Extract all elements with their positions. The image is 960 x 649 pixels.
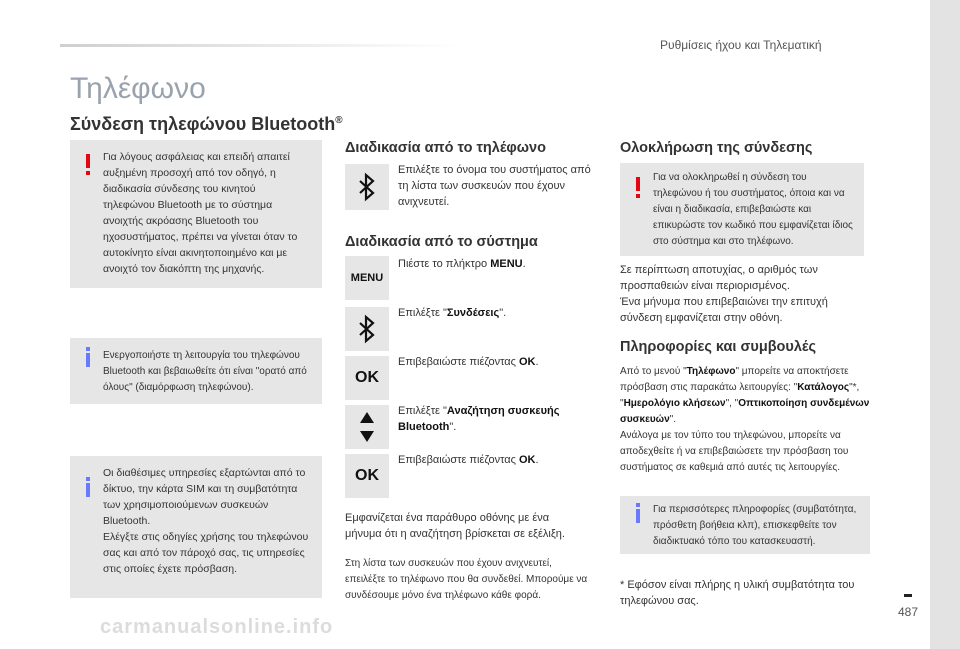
step-3-bold: OK xyxy=(519,356,536,368)
func2-suffix: ", " xyxy=(725,398,739,409)
info-menu-bold: Τηλέφωνο xyxy=(686,366,736,377)
services-info-text-a: Οι διαθέσιμες υπηρεσίες εξαρτώνται από το δίκτυο, την κάρτα SIM και τη συμβατότητα των χρησιμοποιούμενων συσκευών Bluetooth. xyxy=(103,467,306,527)
failure-text-1: Σε περίπτωση αποτυχίας, ο αριθμός των προσπαθειών είναι περιορισμένος. xyxy=(620,264,818,292)
main-heading-text: Σύνδεση τηλεφώνου Bluetooth xyxy=(70,114,336,134)
ok-button-icon: OK xyxy=(355,467,379,484)
step-4-text xyxy=(398,403,598,435)
step-5-post: . xyxy=(535,454,539,466)
completion-warning-text: Για να ολοκληρωθεί η σύνδεση του τηλεφώνου ή του συστήματος, όποια και να είναι η διαδικασία, επιβεβαιώστε και επικυρώστε τον κωδικό που εμφανίζεται ίδιος στο σύστημα και στο τηλέφωνο. xyxy=(653,172,853,247)
up-down-arrows-icon xyxy=(359,410,375,444)
heading-info-tips: Πληροφορίες και συμβουλές xyxy=(620,339,816,355)
page-marker xyxy=(904,594,912,597)
completion-warning-box xyxy=(620,163,864,256)
menu-button-icon: MENU xyxy=(350,272,384,284)
step-4-bold: Αναζήτηση συσκευής Bluetooth xyxy=(398,405,560,433)
step-2-post: ". xyxy=(499,307,507,319)
step-ok-key-2 xyxy=(345,454,389,498)
section-header: Ρυθμίσεις ήχου και Τηλεματική xyxy=(660,38,822,52)
heading-phone-procedure: Διαδικασία από το τηλέφωνο xyxy=(345,140,546,156)
step-2-text xyxy=(398,305,598,321)
func3-suffix: ". xyxy=(669,414,676,425)
info-icon xyxy=(86,353,90,367)
step-5-bold: OK xyxy=(519,454,536,466)
step-ok-key-1 xyxy=(345,356,389,400)
safety-warning-text: Για λόγους ασφάλειας και επειδή απαιτεί αυξημένη προσοχή από τον οδηγό, η διαδικασία σύνδεσης του κινητού τηλεφώνου Bluetooth με το σύστημα ανοιχτής ακρόασης Bluetooth του ηχοσυστήματος, πρέπει να γίνεται όταν το αυτοκίνητο είναι ακινητοποιημένο και με ανοιχτό τον διακόπτη της μηχανής. xyxy=(103,151,298,275)
step-1-bold: MENU xyxy=(490,258,523,270)
header-rule xyxy=(60,44,460,47)
info-icon xyxy=(86,483,90,497)
footnote: * Εφόσον είναι πλήρης η υλική συμβατότητα του τηλεφώνου σας. xyxy=(620,579,855,607)
step-arrows-key xyxy=(345,405,389,449)
warning-icon xyxy=(86,154,90,168)
more-info-box xyxy=(620,496,870,554)
registered-mark: ® xyxy=(335,115,343,126)
activate-bluetooth-text: Ενεργοποιήστε τη λειτουργία του τηλεφώνου Bluetooth και βεβαιωθείτε ότι είναι "ορατό από όλους" (διαμόρφωση τηλεφώνου). xyxy=(103,350,307,393)
step-3-post: . xyxy=(535,356,539,368)
phone-step-text: Επιλέξτε το όνομα του συστήματος από τη λίστα των συσκευών που έχουν ανιχνευτεί. xyxy=(398,164,591,208)
page-number: 487 xyxy=(898,605,919,619)
step-3-pre: Επιβεβαιώστε πιέζοντας xyxy=(398,356,519,368)
step-4-pre: Επιλέξτε " xyxy=(398,405,447,417)
step-1-post: . xyxy=(522,258,526,270)
failure-text-2: Ένα μήνυμα που επιβεβαιώνει την επιτυχή σύνδεση εμφανίζεται στην οθόνη. xyxy=(620,296,828,324)
step-bluetooth-icon-1 xyxy=(345,164,389,210)
phone-menu-functions: Από το μενού "Τηλέφωνο" μπορείτε να αποκτήσετε πρόσβαση στις παρακάτω λειτουργίες: "Κατάλογος"*, "Ημερολόγιο κλήσεων", "Οπτικοποίηση συνδεμένων συσκευών". Ανάλογα με τον τύπο του τηλεφώνου, μπορείτε να αποδεχθείτε ή να επιβεβαιώσετε την πρόσβαση του συστήματος σε καθεμιά από αυτές τις λειτουργίες. xyxy=(620,364,870,476)
device-list-text: Στη λίστα των συσκευών που έχουν ανιχνευτεί, επειλέξτε το τηλέφωνο που θα συνδεθεί. Μπορούμε να συνδέσουμε μόνο ένα τηλέφωνο κάθε φορά. xyxy=(345,558,588,601)
more-info-text: Για περισσότερες πληροφορίες (συμβατότητα, πρόσθετη βοήθεια κλπ), επισκεφθείτε τον διαδικτυακό τόπο του κατασκευαστή. xyxy=(653,504,857,547)
failure-text xyxy=(620,262,865,326)
info-menu-post: " μπορείτε να αποκτήσετε πρόσβαση στις παρακάτω λειτουργίες: xyxy=(620,366,849,393)
step-1-pre: Πιέστε το πλήκτρο xyxy=(398,258,491,270)
step-5-text xyxy=(398,452,598,468)
info-icon xyxy=(636,509,640,523)
activate-bluetooth-box xyxy=(70,338,322,404)
watermark: carmanualsonline.info xyxy=(100,616,334,638)
safety-warning-box xyxy=(70,140,322,288)
function-directory: Κατάλογος xyxy=(797,382,850,393)
step-5-pre: Επιβεβαιώστε πιέζοντας xyxy=(398,454,519,466)
services-info-box xyxy=(70,456,322,598)
step-2-pre: Επιλέξτε " xyxy=(398,307,447,319)
heading-system-procedure: Διαδικασία από το σύστημα xyxy=(345,234,538,250)
step-3-text xyxy=(398,354,598,370)
bluetooth-icon xyxy=(357,314,377,344)
ok-button-icon: OK xyxy=(355,369,379,386)
function-paired-devices: Οπτικοποίηση συνδεμένων συσκευών xyxy=(620,398,870,425)
search-window-text: Εμφανίζεται ένα παράθυρο οθόνης με ένα μήνυμα ότι η αναζήτηση βρίσκεται σε εξέλιξη. xyxy=(345,512,565,540)
compatibility-text: Ανάλογα με τον τύπο του τηλεφώνου, μπορείτε να αποδεχθείτε ή να επιβεβαιώσετε την πρόσβαση του συστήματος σε καθεμιά από αυτές τις λειτουργίες. xyxy=(620,430,849,473)
function-call-log: Ημερολόγιο κλήσεων xyxy=(623,398,726,409)
step-menu-key xyxy=(345,256,389,300)
bluetooth-icon xyxy=(357,172,377,202)
info-menu-pre: Από το μενού " xyxy=(620,366,687,377)
right-sidebar-strip xyxy=(930,0,960,649)
step-bluetooth-icon-2 xyxy=(345,307,389,351)
warning-icon xyxy=(636,177,640,191)
step-1-text xyxy=(398,256,598,272)
page-title: Τηλέφωνο xyxy=(70,72,206,105)
main-heading xyxy=(70,114,343,135)
heading-completion: Ολοκλήρωση της σύνδεσης xyxy=(620,140,813,156)
step-4-post: ". xyxy=(449,421,457,433)
services-info-text-b: Ελέγξτε στις οδηγίες χρήσης του τηλεφώνου σας και από τον πάροχό σας, τις υπηρεσίες στις οποίες έχετε πρόσβαση. xyxy=(103,531,309,575)
func1-suffix: "*, " xyxy=(620,382,860,409)
step-2-bold: Συνδέσεις xyxy=(446,307,500,319)
